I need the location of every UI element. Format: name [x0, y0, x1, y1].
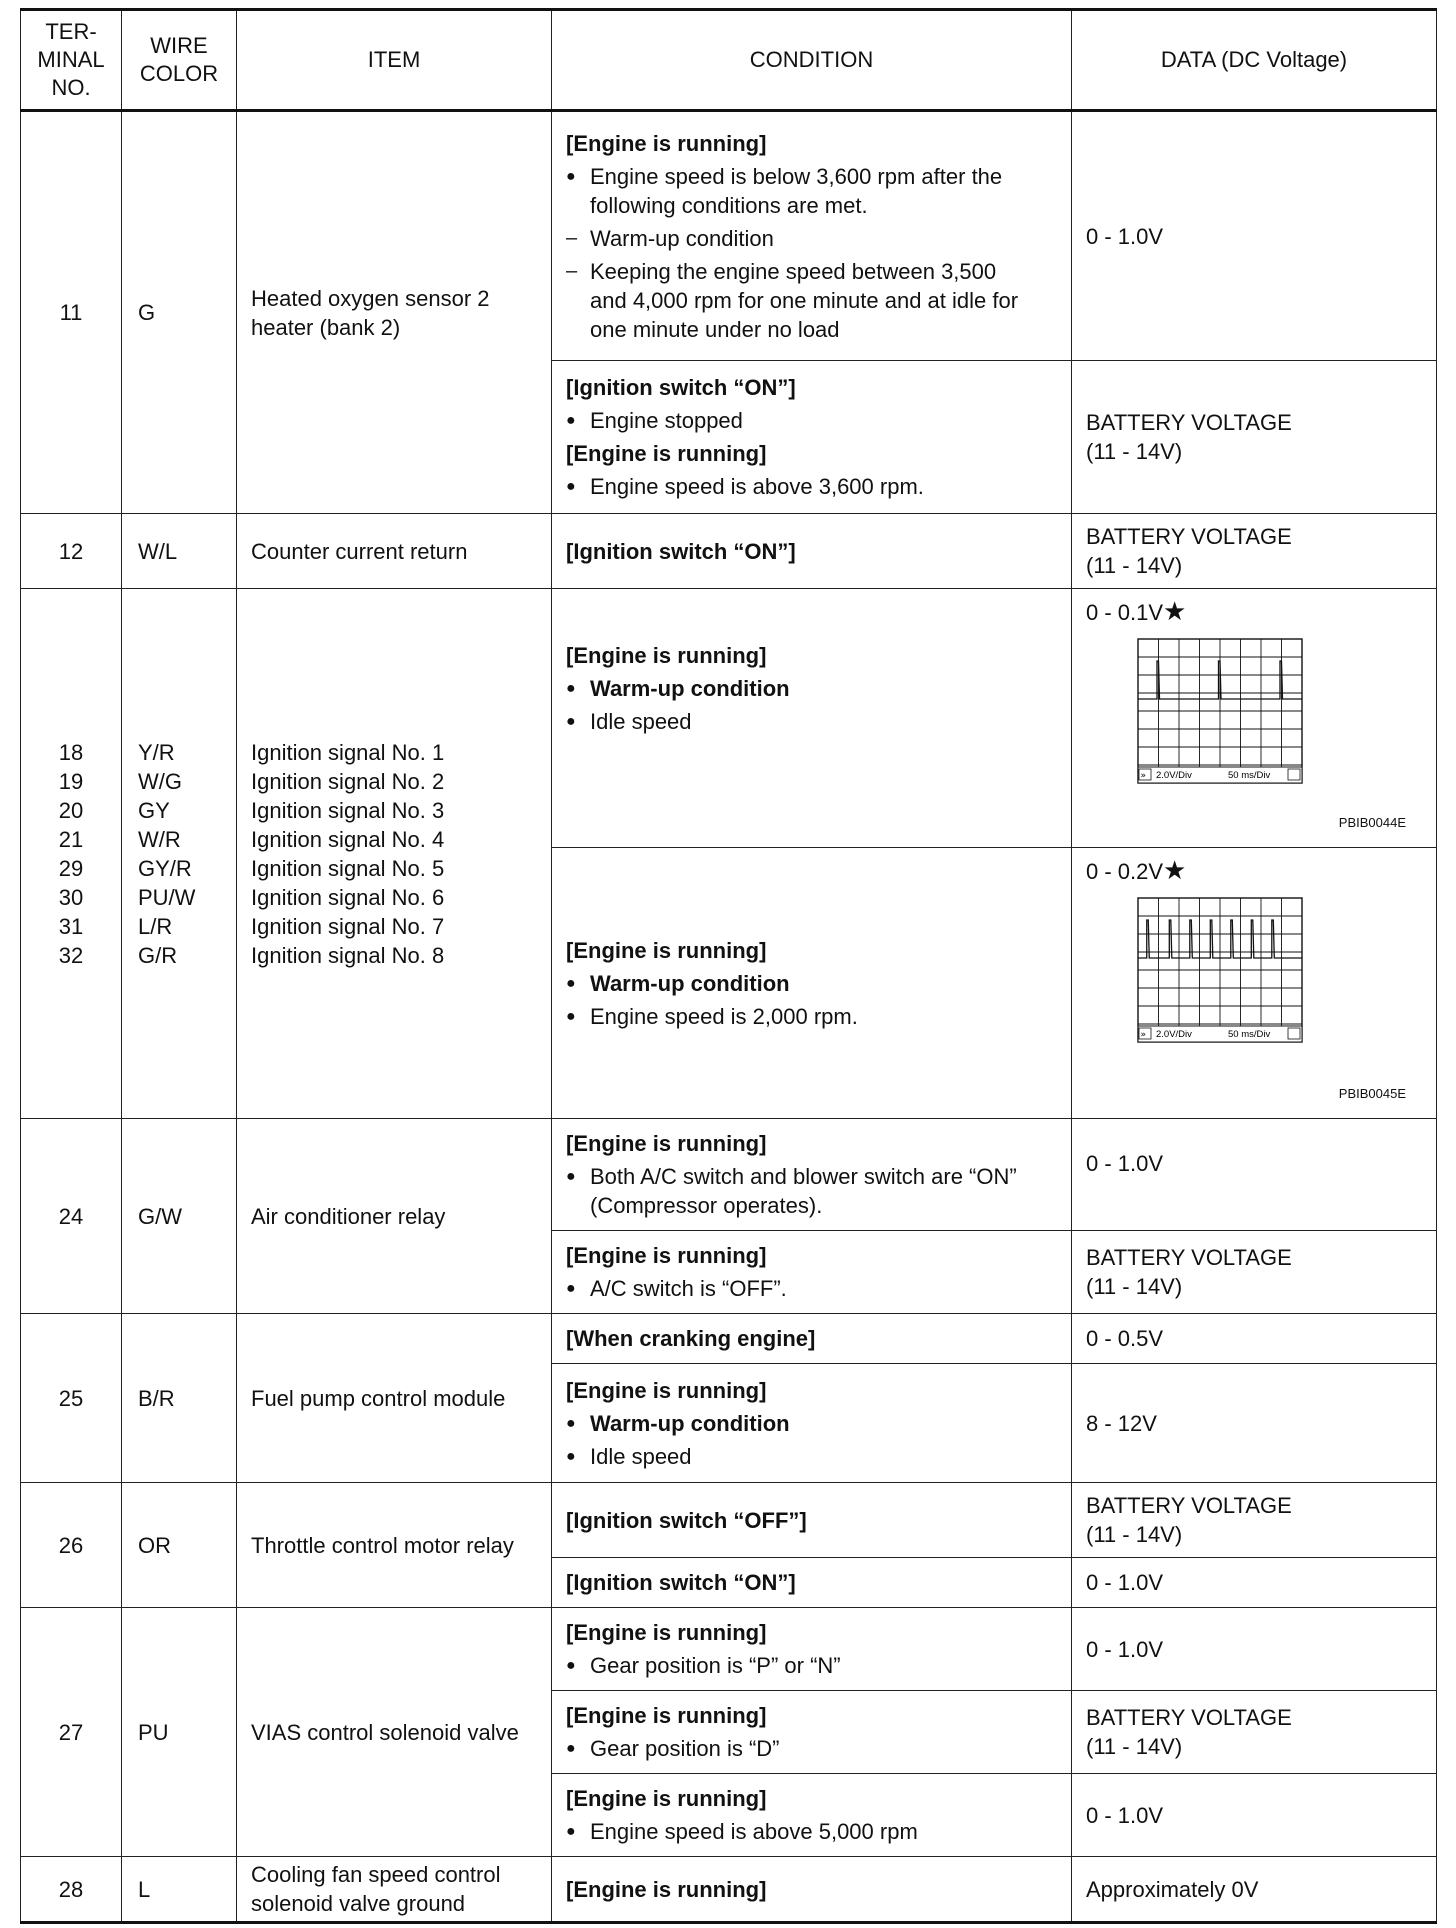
wire-color: B/R	[122, 1314, 237, 1483]
item-name: Air conditioner relay	[237, 1119, 552, 1314]
condition-heading: [Engine is running]	[566, 1703, 767, 1728]
terminal-number: 11	[21, 111, 122, 514]
bullet-item: ● Engine stopped	[566, 408, 743, 433]
star-icon: ★	[1163, 596, 1187, 626]
item-name: Counter current return	[237, 514, 552, 589]
oscilloscope-waveform	[1136, 896, 1306, 1076]
bullet-item: ● Idle speed	[566, 708, 692, 734]
volts-per-div-label: 2.0V/Div	[1156, 1029, 1192, 1040]
wire-color: L	[122, 1857, 237, 1923]
channel-marker-glyph: »	[1140, 771, 1147, 781]
header-row	[21, 10, 1437, 111]
wire-color: G	[122, 111, 237, 514]
condition-heading: [Ignition switch “ON”]	[566, 538, 796, 564]
dash-item: – Warm-up condition	[566, 225, 774, 251]
data-value: BATTERY VOLTAGE (11 - 14V)	[1072, 1231, 1437, 1314]
condition-cell	[552, 589, 1072, 848]
bullet-icon: ●	[566, 974, 576, 992]
table-row	[21, 1483, 1437, 1558]
table-row	[21, 589, 1437, 848]
item-name: Heated oxygen sensor 2 heater (bank 2)	[237, 111, 552, 514]
data-value: BATTERY VOLTAGE (11 - 14V)	[1072, 1483, 1437, 1558]
table-row	[21, 1608, 1437, 1691]
bullet-item: ● Both A/C switch and blower switch are “ON” (Compressor operates).	[566, 1164, 1017, 1218]
header-wire-color: WIRE COLOR	[122, 10, 237, 111]
condition-heading: [When cranking engine]	[566, 1326, 816, 1351]
wire-color: G/W	[122, 1119, 237, 1314]
terminal-data-table	[20, 8, 1437, 1924]
bullet-item: ● Engine speed is above 3,600 rpm.	[566, 474, 924, 499]
volts-per-div-label: 2.0V/Div	[1156, 770, 1192, 781]
condition-cell	[552, 1364, 1072, 1483]
data-value: Approximately 0V	[1072, 1857, 1437, 1923]
bullet-icon: ●	[566, 1168, 576, 1185]
trigger-marker-icon	[1288, 1028, 1300, 1039]
bullet-item: ● Warm-up condition	[566, 1410, 790, 1436]
bullet-icon: ●	[566, 167, 576, 185]
data-value: 8 - 12V	[1072, 1364, 1437, 1483]
wire-color: W/L	[122, 514, 237, 589]
bullet-icon: ●	[566, 1414, 576, 1432]
condition-heading: [Engine is running]	[566, 441, 767, 466]
bullet-icon: ●	[566, 1823, 576, 1840]
condition-cell	[552, 111, 1072, 361]
condition-heading: [Engine is running]	[566, 1620, 767, 1645]
wire-color-list: Y/R W/G GY W/R GY/R PU/W L/R G/R	[122, 589, 237, 1119]
star-icon: ★	[1163, 855, 1187, 885]
data-value: 0 - 1.0V	[1072, 1608, 1437, 1691]
data-value: 0 - 0.2V★	[1086, 855, 1187, 885]
wire-color: PU	[122, 1608, 237, 1857]
bullet-icon: ●	[566, 1007, 576, 1025]
dash-icon: –	[566, 259, 578, 282]
condition-heading: [Ignition switch “OFF”]	[566, 1507, 807, 1533]
condition-cell	[552, 1608, 1072, 1691]
bullet-icon: ●	[566, 1447, 576, 1465]
bullet-item: ● Engine speed is above 5,000 rpm	[566, 1819, 918, 1844]
table-row	[21, 1857, 1437, 1923]
condition-cell	[552, 1231, 1072, 1314]
bullet-icon: ●	[566, 712, 576, 730]
condition-heading: [Engine is running]	[566, 1876, 767, 1902]
bullet-item: ● Gear position is “P” or “N”	[566, 1653, 841, 1678]
header-item: ITEM	[237, 10, 552, 111]
item-name: VIAS control solenoid valve	[237, 1608, 552, 1857]
bullet-item: ● Engine speed is below 3,600 rpm after the following conditions are met.	[566, 163, 1003, 218]
item-name: Throttle control motor relay	[237, 1483, 552, 1608]
condition-cell	[552, 1857, 1072, 1923]
terminal-number: 24	[21, 1119, 122, 1314]
condition-heading: [Ignition switch “ON”]	[566, 375, 796, 400]
condition-heading: [Engine is running]	[566, 1243, 767, 1268]
condition-cell	[552, 1483, 1072, 1558]
condition-heading: [Engine is running]	[566, 937, 767, 963]
condition-cell	[552, 1774, 1072, 1857]
condition-cell	[552, 1691, 1072, 1774]
bullet-icon: ●	[566, 1657, 576, 1674]
data-value: 0 - 0.1V★	[1086, 596, 1187, 626]
bullet-item: ● Engine speed is 2,000 rpm.	[566, 1003, 858, 1029]
oscilloscope-data-cell	[1072, 848, 1437, 1119]
condition-cell	[552, 361, 1072, 514]
channel-marker-glyph: »	[1140, 1030, 1147, 1040]
condition-cell	[552, 1558, 1072, 1608]
bullet-item: ● Idle speed	[566, 1443, 692, 1469]
terminal-number: 28	[21, 1857, 122, 1923]
header-condition: CONDITION	[552, 10, 1072, 111]
bullet-icon: ●	[566, 478, 576, 495]
condition-heading: [Engine is running]	[566, 1377, 767, 1403]
wire-color: OR	[122, 1483, 237, 1608]
figure-reference: PBIB0044E	[1338, 815, 1406, 830]
bullet-item: ● Gear position is “D”	[566, 1736, 780, 1761]
header-terminal: TER- MINAL NO.	[21, 10, 122, 111]
condition-cell	[552, 848, 1072, 1119]
bullet-item: ● Warm-up condition	[566, 675, 790, 701]
terminal-number-list: 18 19 20 21 29 30 31 32	[21, 589, 122, 1119]
time-per-div-label: 50 ms/Div	[1228, 770, 1271, 781]
table-row	[21, 1119, 1437, 1231]
terminal-number: 12	[21, 514, 122, 589]
table-row	[21, 514, 1437, 589]
dash-icon: –	[566, 226, 578, 249]
data-value: BATTERY VOLTAGE (11 - 14V)	[1072, 1691, 1437, 1774]
condition-cell	[552, 514, 1072, 589]
oscilloscope-data-cell	[1072, 589, 1437, 848]
data-value: BATTERY VOLTAGE (11 - 14V)	[1072, 514, 1437, 589]
data-value: 0 - 1.0V	[1072, 1119, 1437, 1231]
terminal-number: 25	[21, 1314, 122, 1483]
table-row	[21, 111, 1437, 361]
bullet-icon: ●	[566, 1740, 576, 1757]
header-data: DATA (DC Voltage)	[1072, 10, 1437, 111]
table-row	[21, 1314, 1437, 1364]
terminal-data-table-wrapper	[20, 8, 1436, 1924]
condition-cell	[552, 1119, 1072, 1231]
bullet-icon: ●	[566, 679, 576, 697]
condition-heading: [Engine is running]	[566, 1786, 767, 1811]
time-per-div-label: 50 ms/Div	[1228, 1029, 1271, 1040]
condition-cell	[552, 1314, 1072, 1364]
condition-heading: [Ignition switch “ON”]	[566, 1570, 796, 1595]
terminal-number: 27	[21, 1608, 122, 1857]
oscilloscope-waveform	[1136, 637, 1306, 817]
trigger-marker-icon	[1288, 769, 1300, 780]
bullet-item: ● A/C switch is “OFF”.	[566, 1276, 787, 1301]
data-value: 0 - 1.0V	[1072, 1774, 1437, 1857]
data-value: 0 - 1.0V	[1072, 1558, 1437, 1608]
condition-heading: [Engine is running]	[566, 1131, 767, 1156]
condition-heading: [Engine is running]	[566, 642, 767, 668]
item-name-list: Ignition signal No. 1 Ignition signal No. 2 Ignition signal No. 3 Ignition signal No. 4 Ignition signal No. 5 Ignition signal No. 6 Ignition signal No. 7 Ignition signal No. 8	[237, 589, 552, 1119]
data-value: 0 - 1.0V	[1072, 111, 1437, 361]
bullet-icon: ●	[566, 412, 576, 429]
terminal-number: 26	[21, 1483, 122, 1608]
data-value: 0 - 0.5V	[1072, 1314, 1437, 1364]
bullet-item: ● Warm-up condition	[566, 970, 790, 996]
item-name: Cooling fan speed control solenoid valve ground	[237, 1857, 552, 1923]
item-name: Fuel pump control module	[237, 1314, 552, 1483]
dash-item: – Keeping the engine speed between 3,500 and 4,000 rpm for one minute and at idle for one minute under no load	[566, 258, 1019, 342]
figure-reference: PBIB0045E	[1338, 1086, 1406, 1101]
bullet-icon: ●	[566, 1280, 576, 1297]
condition-heading: [Engine is running]	[566, 130, 767, 156]
data-value: BATTERY VOLTAGE (11 - 14V)	[1072, 361, 1437, 514]
